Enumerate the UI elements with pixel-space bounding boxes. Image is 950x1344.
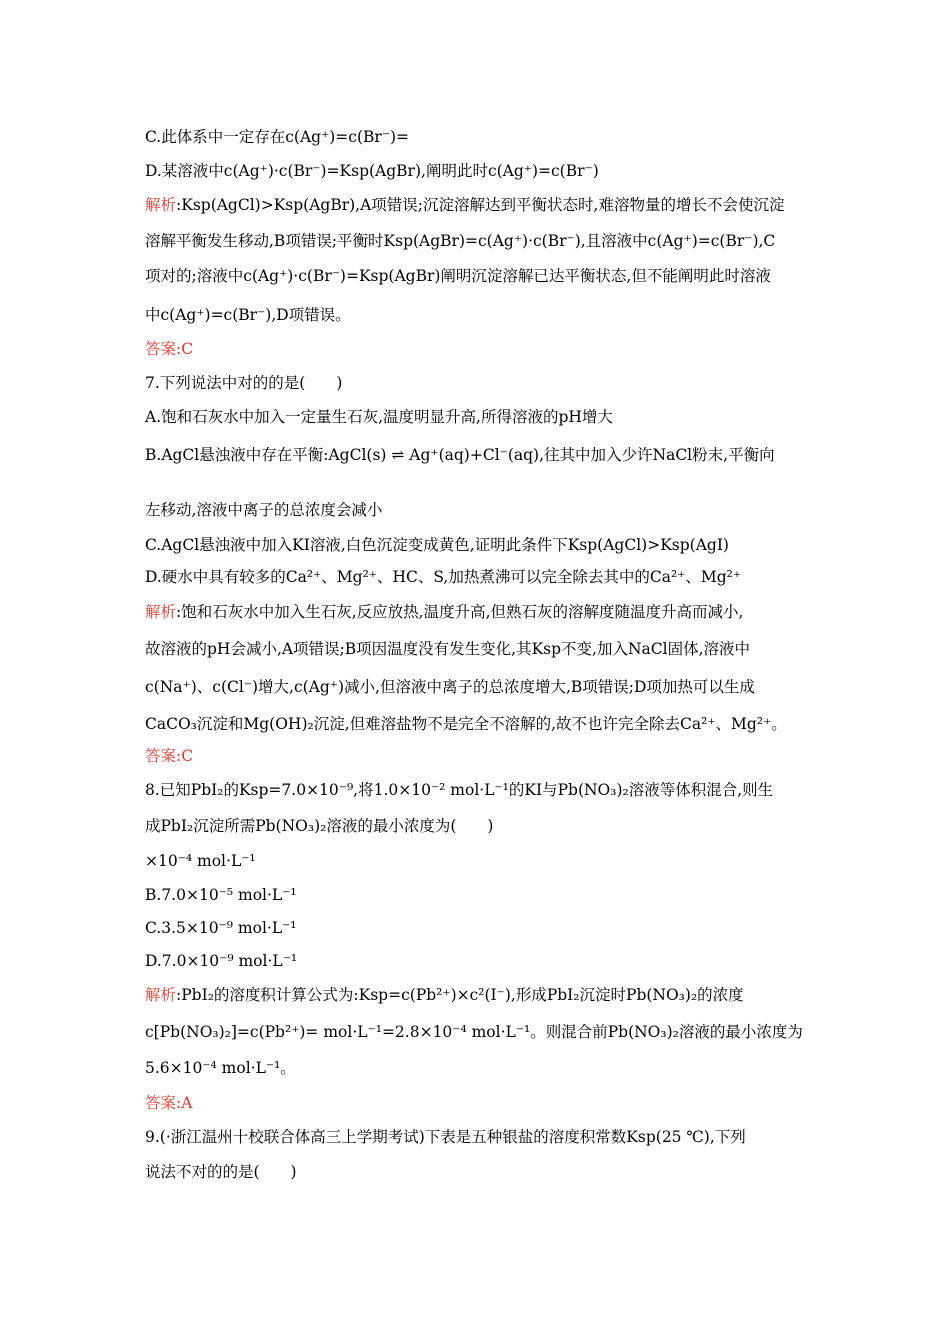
text-line: 故溶液的pH会减小,A项错误;B项因温度没有发生变化,其Ksp不变,加入NaCl固体,溶液中 (145, 640, 751, 658)
text-line: CaCO₃沉淀和Mg(OH)₂沉淀,但难溶盐物不是完全不溶解的,故不也许完全除去Ca²⁺、Mg²⁺。 (145, 715, 787, 733)
option-a-line: A.饱和石灰水中加入一定量生石灰,温度明显升高,所得溶液的pH增大 (145, 408, 613, 426)
option-a-line: ×10⁻⁴ mol·L⁻¹ (145, 852, 256, 870)
text-line: 左移动,溶液中离子的总浓度会减小 (145, 501, 383, 519)
text-line: 成PbI₂沉淀所需Pb(NO₃)₂溶液的最小浓度为( ) (145, 817, 494, 835)
option-c-line: C.AgCl悬浊液中加入KI溶液,白色沉淀变成黄色,证明此条件下Ksp(AgCl)>Ksp(AgI) (145, 536, 729, 554)
analysis-label: 解析 (145, 986, 177, 1004)
question-7: 7.下列说法中对的的是( ) (145, 374, 343, 392)
option-c-line: C.3.5×10⁻⁹ mol·L⁻¹ (145, 919, 297, 937)
analysis-line: 解析:Ksp(AgCl)>Ksp(AgBr),A项错误;沉淀溶解达到平衡状态时,难溶物量的增长不会使沉淀 (145, 196, 785, 214)
text-line: 项对的;溶液中c(Ag⁺)·c(Br⁻)=Ksp(AgBr)阐明沉淀溶解已达平衡状态,但不能阐明此时溶液 (145, 267, 771, 285)
question-8: 8.已知PbI₂的Ksp=7.0×10⁻⁹,将1.0×10⁻² mol·L⁻¹的KI与Pb(NO₃)₂溶液等体积混合,则生 (145, 781, 774, 799)
text-line: 溶解平衡发生移动,B项错误;平衡时Ksp(AgBr)=c(Ag⁺)·c(Br⁻),且溶液中c(Ag⁺)=c(Br⁻),C (145, 232, 776, 250)
option-c-line: C.此体系中一定存在c(Ag⁺)=c(Br⁻)= (145, 128, 410, 146)
option-d-line: D.某溶液中c(Ag⁺)·c(Br⁻)=Ksp(AgBr),阐明此时c(Ag⁺)=c(Br⁻) (145, 162, 599, 180)
analysis-label: 解析 (145, 603, 177, 621)
analysis-line: 解析:PbI₂的溶度积计算公式为:Ksp=c(Pb²⁺)×c²(I⁻),形成PbI₂沉淀时Pb(NO₃)₂的浓度 (145, 986, 744, 1004)
option-b-line: B.AgCl悬浊液中存在平衡:AgCl(s) ⇌ Ag⁺(aq)+Cl⁻(aq),往其中加入少许NaCl粉末,平衡向 (145, 446, 775, 464)
answer-label: 答案 (145, 747, 177, 765)
option-d-line: D.硬水中具有较多的Ca²⁺、Mg²⁺、HC、S,加热煮沸可以完全除去其中的Ca²⁺、Mg²⁺ (145, 568, 742, 586)
text-line: c(Na⁺)、c(Cl⁻)增大,c(Ag⁺)减小,但溶液中离子的总浓度增大,B项错误;D项加热可以生成 (145, 678, 755, 696)
question-9: 9.(·浙江温州十校联合体高三上学期考试)下表是五种银盐的溶度积常数Ksp(25 ℃),下列 (145, 1128, 746, 1146)
text-line: c[Pb(NO₃)₂]=c(Pb²⁺)= mol·L⁻¹=2.8×10⁻⁴ mol·L⁻¹。则混合前Pb(NO₃)₂溶液的最小浓度为 (145, 1023, 803, 1041)
text-line: 5.6×10⁻⁴ mol·L⁻¹。 (145, 1059, 296, 1077)
answer-line: 答案:C (145, 747, 194, 765)
answer-label: 答案 (145, 1094, 177, 1112)
answer-line: 答案:A (145, 1094, 193, 1112)
analysis-label: 解析 (145, 196, 177, 214)
option-b-line: B.7.0×10⁻⁵ mol·L⁻¹ (145, 886, 297, 904)
option-d-line: D.7.0×10⁻⁹ mol·L⁻¹ (145, 952, 298, 970)
text-line: 中c(Ag⁺)=c(Br⁻),D项错误。 (145, 306, 351, 324)
text-line: 说法不对的的是( ) (145, 1163, 297, 1181)
answer-line: 答案:C (145, 340, 194, 358)
answer-label: 答案 (145, 340, 177, 358)
analysis-line: 解析:饱和石灰水中加入生石灰,反应放热,温度升高,但熟石灰的溶解度随温度升高而减小, (145, 603, 744, 621)
